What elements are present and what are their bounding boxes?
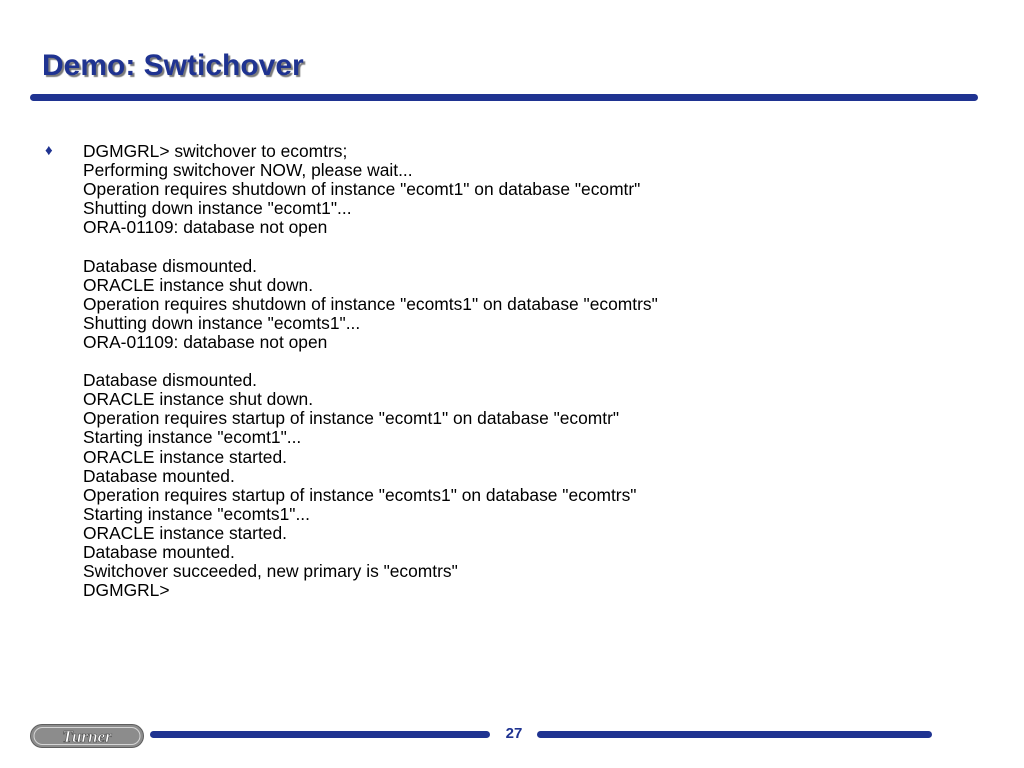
console-line: Starting instance "ecomts1"... bbox=[83, 503, 310, 524]
console-line: Shutting down instance "ecomt1"... bbox=[83, 198, 352, 219]
blank-line bbox=[83, 352, 983, 371]
console-line: ORACLE instance started. bbox=[83, 522, 287, 543]
turner-logo-text: Turner bbox=[62, 727, 112, 746]
console-line: Database mounted. bbox=[83, 541, 235, 562]
console-line: ORA-01109: database not open bbox=[83, 217, 328, 238]
console-output-text bbox=[83, 142, 983, 600]
footer-divider-left bbox=[150, 731, 490, 738]
turner-logo bbox=[30, 724, 144, 748]
console-line: Operation requires shutdown of instance "ecomts1" on database "ecomtrs" bbox=[83, 293, 658, 314]
console-line: Operation requires shutdown of instance "ecomt1" on database "ecomtr" bbox=[83, 179, 641, 200]
slide-title: Demo: Swtichover bbox=[42, 49, 304, 82]
blank-line bbox=[83, 237, 983, 256]
console-line: Switchover succeeded, new primary is "ecomtrs" bbox=[83, 561, 458, 582]
console-line: ORACLE instance shut down. bbox=[83, 389, 314, 410]
footer-divider-right bbox=[537, 731, 932, 738]
console-line: Database dismounted. bbox=[83, 370, 258, 391]
console-line: DGMGRL> switchover to ecomtrs; bbox=[83, 141, 348, 161]
console-line: Performing switchover NOW, please wait... bbox=[83, 160, 413, 181]
console-line: Operation requires startup of instance "ecomts1" on database "ecomtrs" bbox=[83, 484, 637, 505]
console-line: DGMGRL> bbox=[83, 580, 170, 601]
console-line: Database mounted. bbox=[83, 465, 235, 486]
console-line: ORACLE instance started. bbox=[83, 446, 287, 467]
console-line: Database dismounted. bbox=[83, 255, 258, 276]
console-line: ORA-01109: database not open bbox=[83, 331, 328, 352]
console-line: ORACLE instance shut down. bbox=[83, 274, 314, 295]
console-line: Operation requires startup of instance "ecomt1" on database "ecomtr" bbox=[83, 408, 620, 429]
console-line: Shutting down instance "ecomts1"... bbox=[83, 312, 361, 333]
console-line: Starting instance "ecomt1"... bbox=[83, 427, 302, 448]
bullet-diamond-icon: ♦ bbox=[45, 142, 53, 159]
title-divider bbox=[30, 94, 978, 101]
page-number: 27 bbox=[505, 725, 523, 742]
